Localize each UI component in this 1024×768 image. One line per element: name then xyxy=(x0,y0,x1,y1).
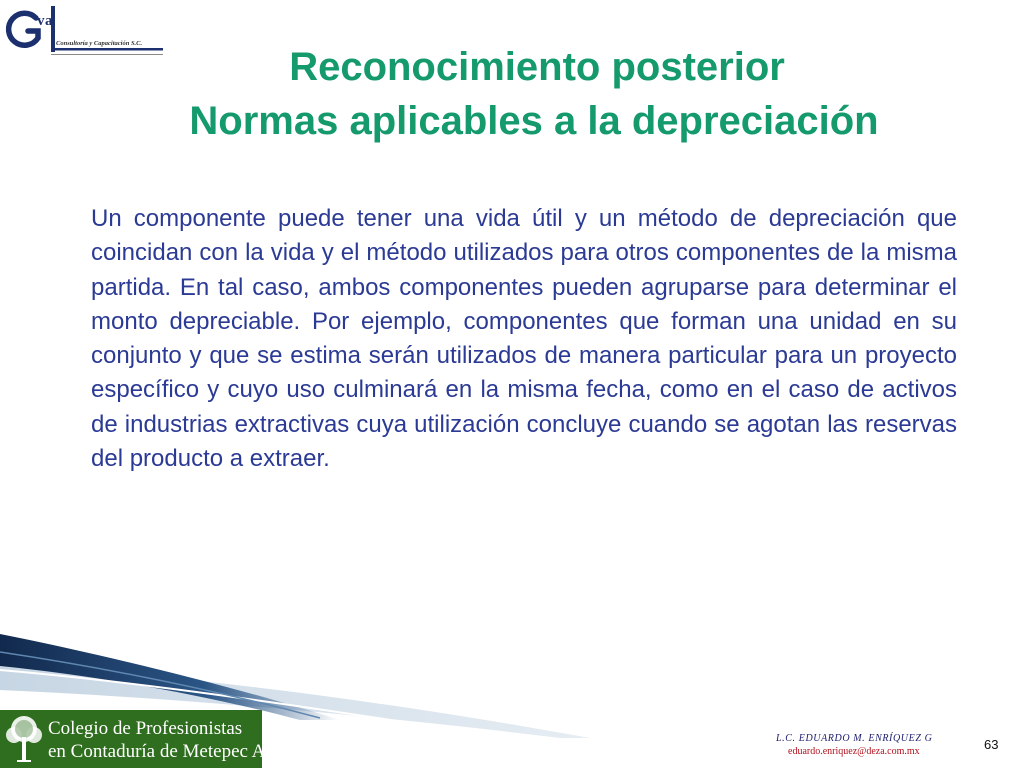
slide-title xyxy=(0,40,1024,148)
author-email: eduardo.enriquez@deza.com.mx xyxy=(788,746,920,757)
college-banner xyxy=(0,710,288,768)
logo-superscript: va xyxy=(37,13,53,29)
tree-icon xyxy=(3,713,45,765)
slide-title-line2: Normas aplicables a la depreciación xyxy=(189,99,879,143)
page-number: 63 xyxy=(984,737,999,752)
college-name-line2: en Contaduría de Metepec A.C. xyxy=(48,741,288,762)
author-name: L.C. EDUARDO M. ENRÍQUEZ G xyxy=(776,733,933,744)
body-paragraph: Un componente puede tener una vida útil y un método de depreciación que coincidan con la vida y el método utilizados para otros componentes de la misma partida. En tal caso, ambos componentes pueden agruparse para determinar el monto depreciable. Por ejemplo, componentes que forman una unidad en su conjunto y que se estima serán utilizados de manera particular para un proyecto específico y cuyo uso culminará en la misma fecha, como en el caso de activos de industrias extractivas cuya utilización concluye cuando se agotan las reservas del producto a extraer. xyxy=(91,205,957,473)
college-name-line1: Colegio de Profesionistas xyxy=(48,718,243,739)
slide-title-line1: Reconocimiento posterior xyxy=(289,45,785,89)
logo-tagline: Consultoría y Capacitación S.C. xyxy=(56,40,143,47)
